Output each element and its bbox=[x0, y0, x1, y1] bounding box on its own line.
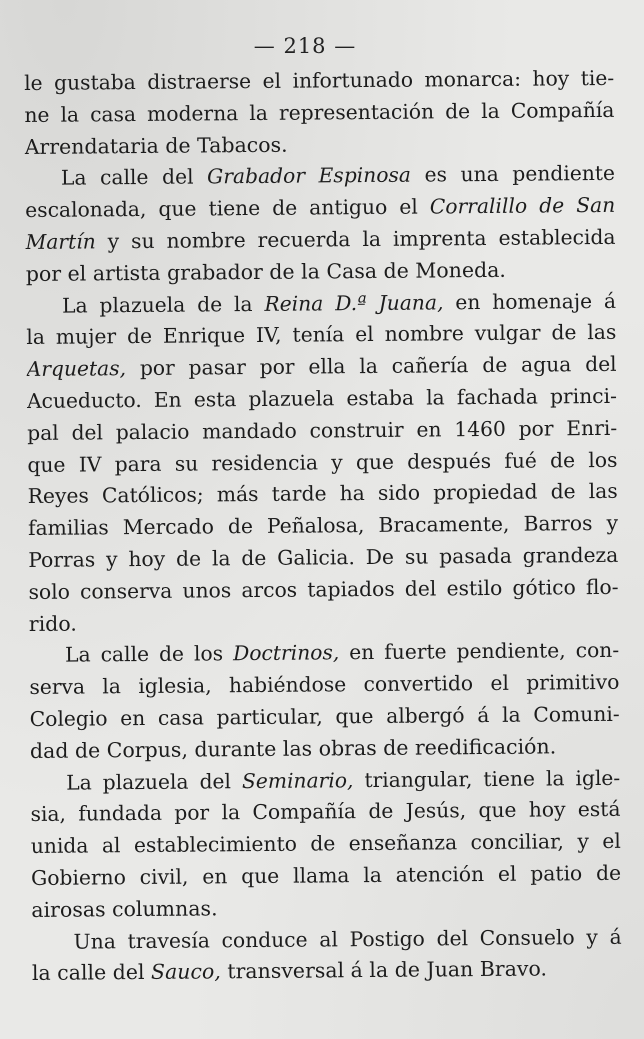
place-name-italic: Seminario, bbox=[241, 767, 354, 793]
paragraph-start-line bbox=[26, 285, 616, 322]
paragraph-start-line bbox=[25, 158, 615, 195]
paragraph-start-line bbox=[31, 921, 621, 958]
text-segment: rido. bbox=[28, 611, 77, 636]
text-segment: Acueducto. En esta plazuela estaba la fachada princi- bbox=[26, 383, 617, 413]
text-segment: Porras y hoy de la de Galicia. De su pasada grandeza bbox=[28, 542, 619, 572]
text-segment: transversal á la de Juan Bravo. bbox=[220, 956, 548, 984]
text-line bbox=[28, 572, 618, 609]
page-number: — 218 — bbox=[253, 34, 357, 58]
text-line bbox=[30, 794, 620, 831]
text-segment: Gobierno civil, en que llama la atención el patio de bbox=[30, 860, 622, 890]
text-segment: La calle del bbox=[60, 164, 208, 191]
place-name-italic: Martín bbox=[25, 229, 96, 254]
text-segment: que IV para su residencia y que después fué de los bbox=[27, 447, 618, 477]
text-line bbox=[30, 699, 620, 736]
street-name-italic: Doctrinos, bbox=[232, 640, 340, 666]
text-line bbox=[24, 95, 614, 132]
text-segment: y su nombre recuerda la imprenta establecida bbox=[95, 224, 616, 254]
street-name-italic: Grabador Espinosa bbox=[207, 163, 412, 189]
body-text bbox=[24, 63, 622, 990]
text-segment: sia, fundada por la Compañía de Jesús, que hoy está bbox=[30, 797, 621, 827]
text-line bbox=[31, 858, 621, 895]
text-segment: airosas columnas. bbox=[31, 896, 218, 922]
text-segment: Arrendataria de Tabacos. bbox=[24, 132, 288, 159]
text-line bbox=[31, 826, 621, 863]
text-segment: familias Mercado de Peñalosa, Bracamente, Barros y bbox=[27, 510, 619, 541]
text-segment: Una travesía conduce al Postigo del Consuelo y á bbox=[73, 924, 622, 954]
text-line bbox=[24, 63, 614, 100]
text-segment: Reyes Católicos; más tarde ha sido propiedad de las bbox=[27, 479, 618, 509]
text-segment: la mujer de Enrique IV, tenía el nombre vulgar de las bbox=[26, 320, 617, 350]
text-segment: escalonada, que tiene de antiguo el bbox=[25, 194, 430, 223]
text-line bbox=[32, 953, 622, 990]
text-segment: Colegio en casa particular, que albergó á la Comuni- bbox=[29, 701, 620, 731]
text-line bbox=[26, 317, 616, 354]
text-line bbox=[28, 476, 618, 513]
text-segment: la calle del bbox=[31, 960, 152, 986]
text-segment: unida al establecimiento de enseñanza conciliar, y el bbox=[30, 828, 621, 859]
text-segment: serva la iglesia, habiéndose convertido el primitivo bbox=[29, 669, 620, 700]
place-name-italic: Reina D.ª Juana, bbox=[264, 289, 444, 316]
text-segment: por pasar por ella la cañería de agua del bbox=[125, 352, 617, 381]
text-line bbox=[27, 413, 617, 450]
text-line bbox=[28, 508, 618, 545]
text-segment: en homenaje á bbox=[443, 288, 617, 314]
text-line bbox=[25, 126, 615, 163]
text-segment: La plazuela de la bbox=[61, 291, 265, 318]
text-segment: triangular, tiene la igle- bbox=[353, 765, 621, 792]
text-segment: le gustaba distraerse el infortunado monarca: hoy tie- bbox=[24, 65, 615, 95]
text-segment: ne la casa moderna la representación de la Compañía bbox=[24, 97, 615, 127]
text-line bbox=[25, 190, 615, 227]
text-segment: es una pendiente bbox=[410, 161, 616, 188]
text-line bbox=[26, 349, 616, 386]
place-name-italic: Corralillo de San bbox=[429, 193, 616, 219]
text-segment: La plazuela del bbox=[66, 768, 243, 795]
text-line bbox=[26, 254, 616, 291]
text-line bbox=[27, 381, 617, 418]
text-line bbox=[29, 667, 619, 704]
street-name-italic: Sauco, bbox=[150, 959, 221, 985]
text-segment: solo conserva unos arcos tapiados del estilo gótico flo- bbox=[28, 574, 619, 604]
place-name-italic: Arquetas, bbox=[26, 356, 127, 382]
text-segment: La calle de los bbox=[65, 641, 234, 668]
text-segment: por el artista grabador de la Casa de Moneda. bbox=[25, 257, 506, 286]
text-line bbox=[30, 731, 620, 768]
text-segment: dad de Corpus, durante las obras de reedificación. bbox=[29, 734, 557, 763]
text-line bbox=[25, 222, 615, 259]
paragraph-start-line bbox=[29, 635, 619, 672]
text-line bbox=[27, 444, 617, 481]
paragraph-start-line bbox=[30, 762, 620, 799]
text-segment: pal del palacio mandado construir en 1460 por Enri- bbox=[27, 415, 618, 445]
text-line bbox=[28, 540, 618, 577]
text-line bbox=[31, 890, 621, 927]
text-line bbox=[29, 603, 619, 640]
text-segment: en fuerte pendiente, con- bbox=[339, 638, 620, 665]
